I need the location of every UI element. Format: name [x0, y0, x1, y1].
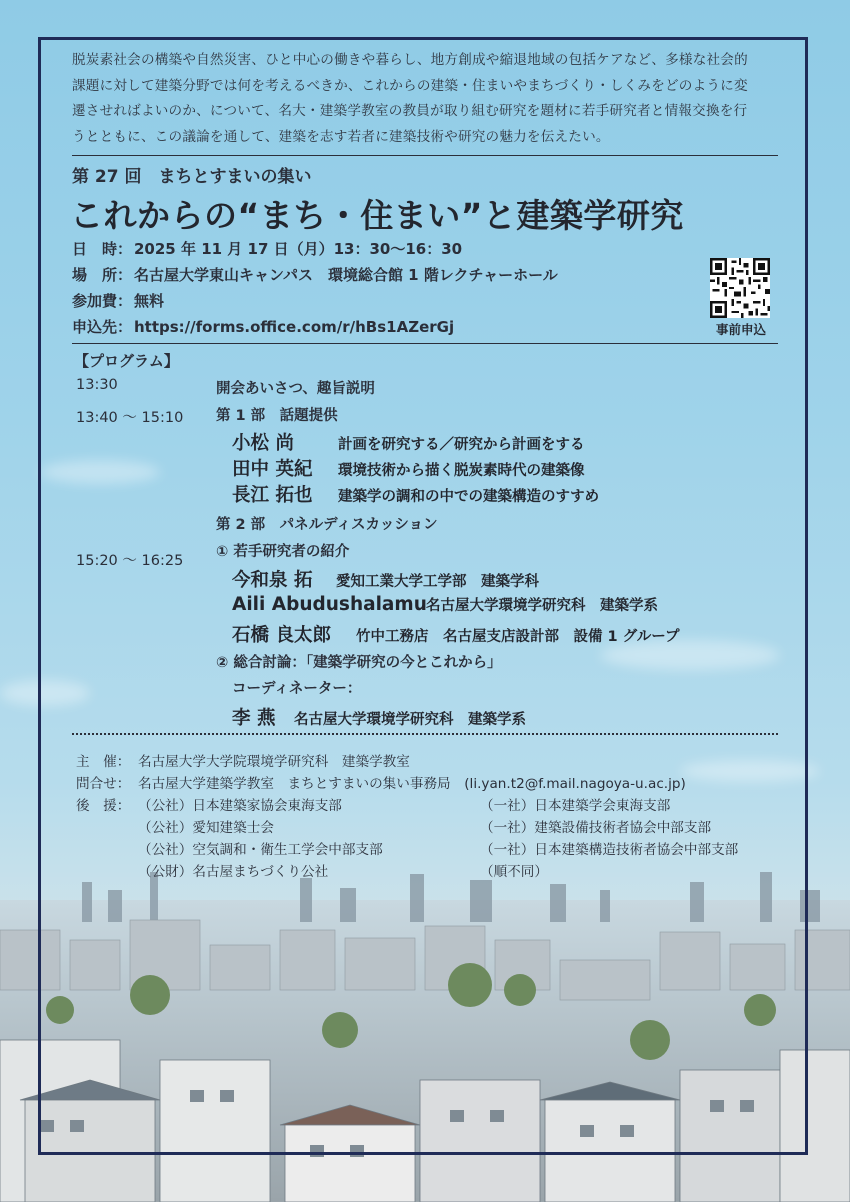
support-label: 後 援： — [76, 798, 131, 814]
host-value: 名古屋大学大学院環境学研究科 建築学教室 — [138, 754, 410, 770]
coordinator-affiliation: 名古屋大学環境学研究科 建築学系 — [294, 712, 526, 728]
apply-row — [72, 316, 454, 337]
supporter-item: （公社）愛知建築士会 — [138, 820, 274, 836]
speaker-name: 小松 尚 — [232, 433, 294, 454]
speaker-topic: 計画を研究する／研究から計画をする — [338, 437, 585, 453]
intro-line: 遷させればよいのか、について、名大・建築学教室の教員が取り組む研究を題材に若手研究者と情報交換を行 — [72, 103, 748, 119]
event-subtitle: 第 27 回 まちとすまいの集い — [72, 167, 312, 187]
speaker-affiliation: 愛知工業大学工学部 建築学科 — [336, 574, 539, 590]
fee-label: 参加費： — [72, 292, 133, 310]
part1-heading: 第 1 部 話題提供 — [216, 408, 338, 424]
fee-row — [72, 290, 164, 311]
qr-label: 事前申込 — [715, 322, 766, 337]
speaker-name: 長江 拓也 — [232, 485, 313, 506]
speaker-row — [232, 594, 658, 615]
host-label: 主 催： — [76, 754, 131, 770]
speaker-affiliation: 名古屋大学環境学研究科 建築学系 — [426, 598, 658, 614]
intro-line: 脱炭素社会の構築や自然災害、ひと中心の働きや暮らし、地方創成や縮退地域の包括ケアなど、多様な社会的 — [72, 52, 748, 68]
place-value: 名古屋大学東山キャンパス 環境総合館 1 階レクチャーホール — [134, 266, 558, 284]
date-value: 2025 年 11 月 17 日（月）13：30〜16：30 — [134, 240, 463, 258]
program-heading: 【プログラム】 — [74, 352, 179, 370]
supporter-item: （一社）日本建築学会東海支部 — [480, 798, 671, 814]
apply-label: 申込先： — [72, 318, 133, 336]
time-part1: 13:40 〜 15:10 — [76, 410, 184, 426]
speaker-name: 石橋 良太郎 — [232, 625, 331, 646]
time-opening: 13:30 — [76, 377, 118, 393]
young-researchers-heading: ① 若手研究者の紹介 — [216, 544, 350, 560]
intro-line: うとともに、この議論を通して、建築を志す若者に建築技術や研究の魅力を伝えたい。 — [72, 128, 610, 145]
place-row — [72, 264, 558, 285]
speaker-row — [232, 621, 680, 647]
place-label: 場 所： — [72, 266, 133, 284]
date-label: 日 時： — [72, 240, 133, 258]
order-note: （順不同） — [480, 864, 548, 880]
supporter-item: （公財）名古屋まちづくり公社 — [138, 864, 329, 880]
speaker-topic: 建築学の調和の中での建築構造のすすめ — [338, 489, 600, 505]
speaker-row — [232, 455, 585, 481]
coordinator-label: コーディネーター： — [232, 681, 362, 697]
event-title: これからの“まち・住まい”と建築学研究 — [70, 196, 684, 235]
coordinator-row — [232, 704, 526, 730]
speaker-name: Aili Abudushalamu — [232, 594, 427, 615]
speaker-name: 田中 英紀 — [232, 459, 313, 480]
intro-paragraph — [72, 48, 780, 150]
speaker-affiliation: 竹中工務店 名古屋支店設計部 設備 1 グループ — [356, 629, 680, 645]
speaker-topic: 環境技術から描く脱炭素時代の建築像 — [338, 463, 585, 479]
speaker-name: 今和泉 拓 — [232, 570, 313, 591]
divider — [72, 155, 778, 156]
time-part2: 15:20 〜 16:25 — [76, 553, 184, 569]
speaker-row — [232, 566, 539, 592]
contact-value: 名古屋大学建築学教室 まちとすまいの集い事務局 (li.yan.t2@f.mail.nagoya-u.ac.jp) — [138, 776, 686, 792]
speaker-row — [232, 481, 599, 507]
dotted-divider — [72, 733, 778, 735]
apply-link[interactable]: https://forms.office.com/r/hBs1AZerGj — [134, 318, 455, 336]
fee-value: 無料 — [134, 292, 165, 310]
supporter-item: （一社）建築設備技術者協会中部支部 — [480, 820, 712, 836]
divider — [72, 343, 778, 344]
discussion-heading: ② 総合討論：「建築学研究の今とこれから」 — [216, 655, 502, 671]
intro-line: 課題に対して建築分野では何を考えるべきか、これからの建築・住まいやまちづくり・しくみをどのように変 — [72, 77, 748, 94]
supporter-item: （一社）日本建築構造技術者協会中部支部 — [480, 842, 739, 858]
opening-item: 開会あいさつ、趣旨説明 — [216, 381, 375, 397]
supporter-item: （公社）空気調和・衛生工学会中部支部 — [138, 842, 383, 858]
supporter-item: （公社）日本建築家協会東海支部 — [138, 798, 342, 814]
part2-heading: 第 2 部 パネルディスカッション — [216, 517, 438, 533]
coordinator-name: 李 燕 — [232, 708, 276, 729]
qr-code-icon[interactable] — [710, 258, 770, 318]
date-row — [72, 238, 462, 259]
speaker-row — [232, 429, 585, 455]
contact-label: 問合せ： — [76, 776, 131, 792]
